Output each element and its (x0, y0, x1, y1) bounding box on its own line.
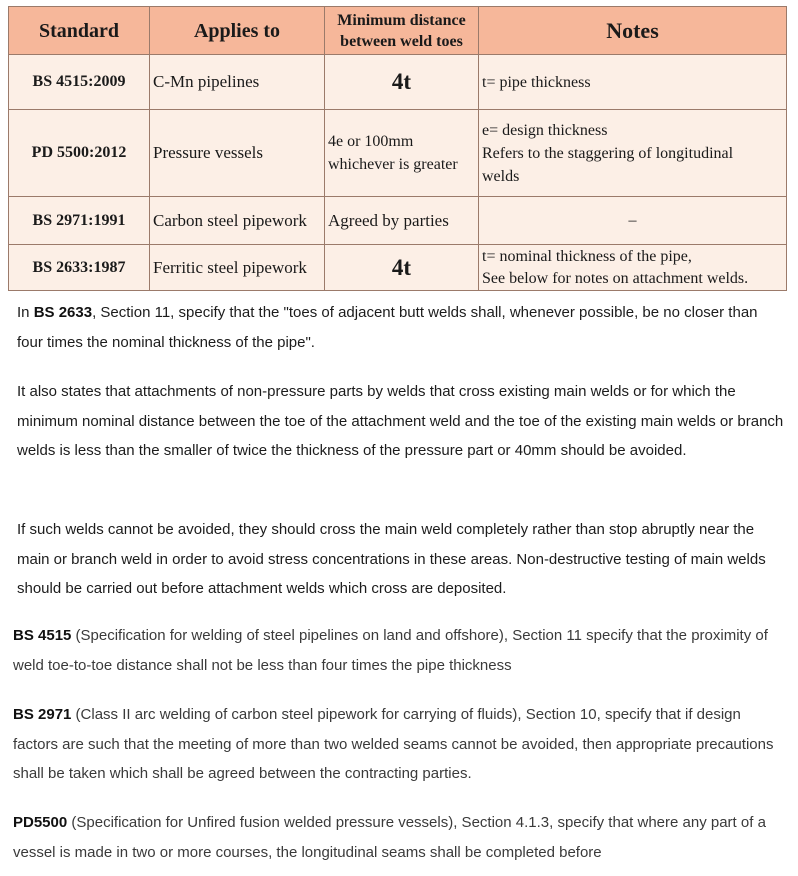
p1-text: , Section 11, specify that the "toes of adjacent butt welds shall, whenever possible, be no closer than four times the nominal thickness of the pipe". (17, 304, 758, 351)
cell-standard: BS 2633:1987 (9, 245, 150, 291)
min-distance-line: 4e or 100mm (328, 133, 414, 150)
paragraph-bs2633-section11 (17, 298, 787, 357)
note-line: Refers to the staggering of longitudinal (482, 144, 734, 162)
cell-notes (479, 110, 787, 197)
note-line: t= pipe thickness (482, 73, 591, 91)
cell-standard: BS 4515:2009 (9, 55, 150, 110)
cell-notes (479, 245, 787, 291)
table-row (9, 245, 787, 291)
cell-standard: PD 5500:2012 (9, 110, 150, 197)
table-row (9, 197, 787, 245)
p6-text: (Specification for Unfired fusion welded pressure vessels), Section 4.1.3, specify that where any part of a vessel is made in two or more courses, the longitudinal seams shall be completed before (13, 814, 766, 861)
note-line: t= nominal thickness of the pipe, (482, 247, 692, 265)
weld-toe-distance-table (8, 6, 787, 291)
cell-min-distance: 4t (325, 55, 479, 110)
note-line: e= design thickness (482, 121, 608, 139)
cell-applies-to: Carbon steel pipework (150, 197, 325, 245)
paragraph-attachments: It also states that attachments of non-pressure parts by welds that cross existing main welds or for which the minimum nominal distance between the toe of the attachment weld and the toe of the existing main welds or branch welds is less than the smaller of twice the thickness of the pressure part or 40mm should be avoided. (17, 383, 784, 459)
paragraph-avoid-welds: If such welds cannot be avoided, they should cross the main weld completely rather than stop abruptly near the main or branch weld in order to avoid stress concentrations in these areas. Non-destructive testing of main welds should be carried out before attachment welds which cross are deposited. (17, 521, 766, 597)
cell-notes (479, 55, 787, 110)
p1-bold: BS 2633 (33, 304, 93, 321)
header-applies-to: Applies to (150, 7, 325, 55)
cell-applies-to: C-Mn pipelines (150, 55, 325, 110)
note-line: – (628, 211, 637, 229)
header-min-distance-line2: between weld toes (340, 32, 463, 50)
cell-notes (479, 197, 787, 245)
paragraph-pd5500 (13, 808, 788, 867)
table-row (9, 55, 787, 110)
cell-min-distance (325, 110, 479, 197)
note-line: welds (482, 167, 520, 185)
paragraph-bs2971 (13, 700, 788, 789)
header-min-distance-line1: Minimum distance (337, 11, 466, 29)
header-standard: Standard (9, 7, 150, 55)
cell-min-distance: Agreed by parties (325, 197, 479, 245)
cell-standard: BS 2971:1991 (9, 197, 150, 245)
p4-text: (Specification for welding of steel pipelines on land and offshore), Section 11 specify that the proximity of weld toe-to-toe distance shall not be less than four times the pipe thickness (13, 627, 768, 674)
header-notes: Notes (479, 7, 787, 55)
note-line: See below for notes on attachment welds. (482, 269, 749, 287)
table-header-row (9, 7, 787, 55)
p1-prefix: In (17, 304, 34, 321)
p6-bold: PD5500 (13, 814, 68, 831)
cell-applies-to: Ferritic steel pipework (150, 245, 325, 291)
header-min-distance (325, 7, 479, 55)
p5-bold: BS 2971 (13, 706, 72, 723)
cell-min-distance: 4t (325, 245, 479, 291)
table-row (9, 110, 787, 197)
min-distance-line: whichever is greater (328, 156, 458, 173)
p4-bold: BS 4515 (13, 627, 72, 644)
paragraph-bs4515 (13, 621, 788, 680)
p5-text: (Class II arc welding of carbon steel pipework for carrying of fluids), Section 10, specify that if design factors are such that the meeting of more than two welded seams cannot be avoided, then appropriate precautions shall be taken which shall be agreed between the contracting parties. (13, 706, 774, 782)
cell-applies-to: Pressure vessels (150, 110, 325, 197)
